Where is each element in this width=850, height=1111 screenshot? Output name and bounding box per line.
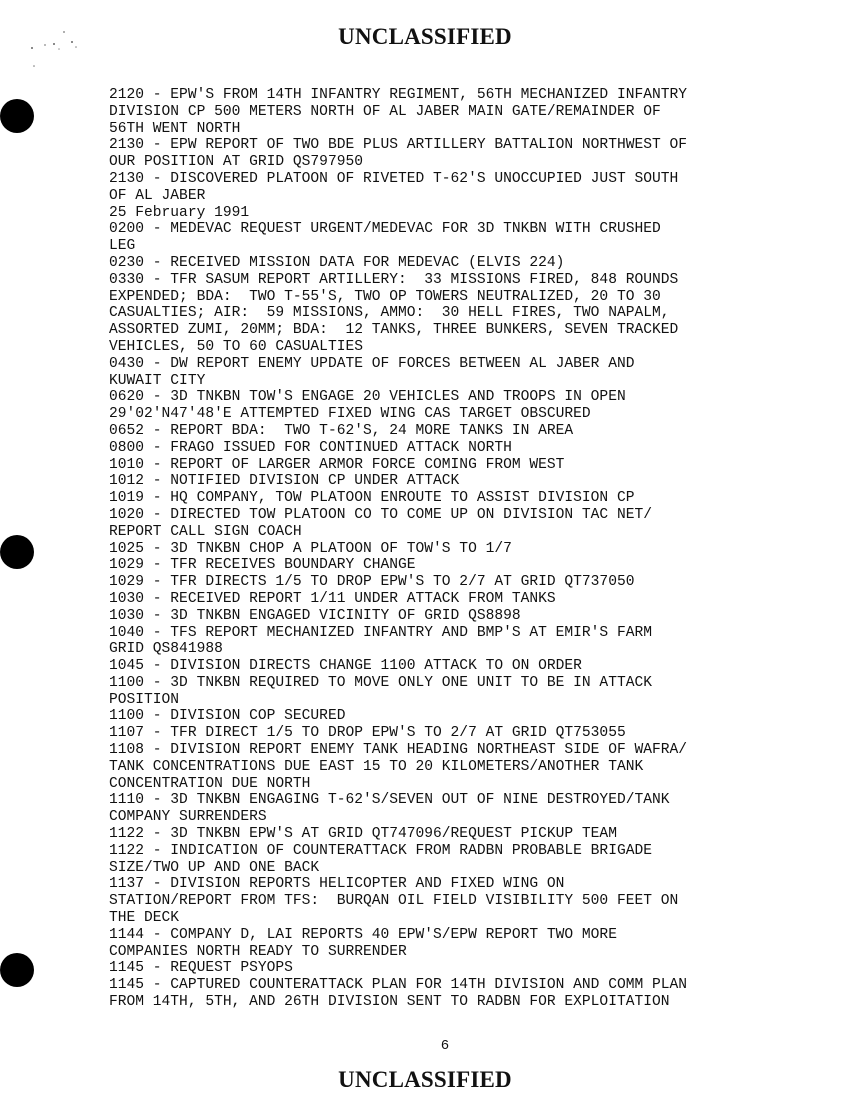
log-line: 29'02'N47'48'E ATTEMPTED FIXED WING CAS TARGET OBSCURED xyxy=(109,406,591,423)
log-line: POSITION xyxy=(109,691,180,708)
operations-log xyxy=(109,87,809,1011)
log-line: THE DECK xyxy=(109,910,180,927)
log-line: 1030 - 3D TNKBN ENGAGED VICINITY OF GRID QS8898 xyxy=(109,607,521,624)
binder-hole-3 xyxy=(0,953,34,987)
log-line: 1108 - DIVISION REPORT ENEMY TANK HEADING NORTHEAST SIDE OF WAFRA/ xyxy=(109,742,688,759)
log-line: 1012 - NOTIFIED DIVISION CP UNDER ATTACK xyxy=(109,473,460,490)
log-line: 0800 - FRAGO ISSUED FOR CONTINUED ATTACK NORTH xyxy=(109,439,512,456)
log-line: 0330 - TFR SASUM REPORT ARTILLERY: 33 MISSIONS FIRED, 848 ROUNDS xyxy=(109,271,679,288)
log-line: GRID QS841988 xyxy=(109,641,223,658)
log-line: 2130 - DISCOVERED PLATOON OF RIVETED T-62'S UNOCCUPIED JUST SOUTH xyxy=(109,170,679,187)
log-line: 56TH WENT NORTH xyxy=(109,120,241,137)
log-line: COMPANY SURRENDERS xyxy=(109,809,267,826)
binder-hole-1 xyxy=(0,99,34,133)
log-line: 1045 - DIVISION DIRECTS CHANGE 1100 ATTACK TO ON ORDER xyxy=(109,658,582,675)
log-line: 1040 - TFS REPORT MECHANIZED INFANTRY AND BMP'S AT EMIR'S FARM xyxy=(109,624,652,641)
log-line: 0652 - REPORT BDA: TWO T-62'S, 24 MORE TANKS IN AREA xyxy=(109,422,574,439)
log-line: 1137 - DIVISION REPORTS HELICOPTER AND FIXED WING ON xyxy=(109,876,565,893)
log-line: 0430 - DW REPORT ENEMY UPDATE OF FORCES BETWEEN AL JABER AND xyxy=(109,355,635,372)
log-line: 1100 - 3D TNKBN REQUIRED TO MOVE ONLY ONE UNIT TO BE IN ATTACK xyxy=(109,674,652,691)
log-line: 2130 - EPW REPORT OF TWO BDE PLUS ARTILLERY BATTALION NORTHWEST OF xyxy=(109,137,688,154)
log-line: FROM 14TH, 5TH, AND 26TH DIVISION SENT TO RADBN FOR EXPLOITATION xyxy=(109,994,670,1011)
log-line: 1122 - INDICATION OF COUNTERATTACK FROM RADBN PROBABLE BRIGADE xyxy=(109,842,652,859)
log-line: CONCENTRATION DUE NORTH xyxy=(109,775,311,792)
log-line: REPORT CALL SIGN COACH xyxy=(109,523,302,540)
log-line: LEG xyxy=(109,238,136,255)
log-line: 1029 - TFR RECEIVES BOUNDARY CHANGE xyxy=(109,557,416,574)
log-line: ASSORTED ZUMI, 20MM; BDA: 12 TANKS, THREE BUNKERS, SEVEN TRACKED xyxy=(109,322,679,339)
log-line: 1020 - DIRECTED TOW PLATOON CO TO COME UP ON DIVISION TAC NET/ xyxy=(109,506,652,523)
log-line: 1144 - COMPANY D, LAI REPORTS 40 EPW'S/EPW REPORT TWO MORE xyxy=(109,926,617,943)
log-line: EXPENDED; BDA: TWO T-55'S, TWO OP TOWERS NEUTRALIZED, 20 TO 30 xyxy=(109,288,661,305)
log-line: 1100 - DIVISION COP SECURED xyxy=(109,708,346,725)
log-line: DIVISION CP 500 METERS NORTH OF AL JABER MAIN GATE/REMAINDER OF xyxy=(109,103,661,120)
log-line: 25 February 1991 xyxy=(109,204,250,221)
log-line: STATION/REPORT FROM TFS: BURQAN OIL FIELD VISIBILITY 500 FEET ON xyxy=(109,893,679,910)
scan-speck-marks xyxy=(26,30,96,80)
log-line: OF AL JABER xyxy=(109,187,206,204)
log-line: 2120 - EPW'S FROM 14TH INFANTRY REGIMENT, 56TH MECHANIZED INFANTRY xyxy=(109,87,688,103)
log-line: 1019 - HQ COMPANY, TOW PLATOON ENROUTE TO ASSIST DIVISION CP xyxy=(109,490,635,507)
log-line: 1025 - 3D TNKBN CHOP A PLATOON OF TOW'S TO 1/7 xyxy=(109,540,512,557)
log-line: 1110 - 3D TNKBN ENGAGING T-62'S/SEVEN OUT OF NINE DESTROYED/TANK xyxy=(109,792,670,809)
log-line: TANK CONCENTRATIONS DUE EAST 15 TO 20 KILOMETERS/ANOTHER TANK xyxy=(109,758,644,775)
log-line: VEHICLES, 50 TO 60 CASUALTIES xyxy=(109,338,363,355)
log-line: 1122 - 3D TNKBN EPW'S AT GRID QT747096/REQUEST PICKUP TEAM xyxy=(109,826,617,843)
classification-footer: UNCLASSIFIED xyxy=(338,1067,512,1092)
log-line: KUWAIT CITY xyxy=(109,372,206,389)
log-line: OUR POSITION AT GRID QS797950 xyxy=(109,154,363,171)
binder-hole-2 xyxy=(0,535,34,569)
log-line: 1145 - REQUEST PSYOPS xyxy=(109,960,293,977)
log-line: 1030 - RECEIVED REPORT 1/11 UNDER ATTACK FROM TANKS xyxy=(109,590,556,607)
log-line: SIZE/TWO UP AND ONE BACK xyxy=(109,859,320,876)
classification-header: UNCLASSIFIED xyxy=(338,24,512,49)
log-line: 1145 - CAPTURED COUNTERATTACK PLAN FOR 14TH DIVISION AND COMM PLAN xyxy=(109,977,688,994)
page-number: 6 xyxy=(440,1038,450,1054)
log-line: 1107 - TFR DIRECT 1/5 TO DROP EPW'S TO 2/7 AT GRID QT753055 xyxy=(109,725,626,742)
log-line: CASUALTIES; AIR: 59 MISSIONS, AMMO: 30 HELL FIRES, TWO NAPALM, xyxy=(109,305,670,322)
log-line: COMPANIES NORTH READY TO SURRENDER xyxy=(109,943,407,960)
log-line: 1029 - TFR DIRECTS 1/5 TO DROP EPW'S TO 2/7 AT GRID QT737050 xyxy=(109,574,635,591)
log-line: 0230 - RECEIVED MISSION DATA FOR MEDEVAC (ELVIS 224) xyxy=(109,254,565,271)
log-line: 0200 - MEDEVAC REQUEST URGENT/MEDEVAC FOR 3D TNKBN WITH CRUSHED xyxy=(109,221,661,238)
log-line: 0620 - 3D TNKBN TOW'S ENGAGE 20 VEHICLES AND TROOPS IN OPEN xyxy=(109,389,626,406)
log-line: 1010 - REPORT OF LARGER ARMOR FORCE COMING FROM WEST xyxy=(109,456,565,473)
